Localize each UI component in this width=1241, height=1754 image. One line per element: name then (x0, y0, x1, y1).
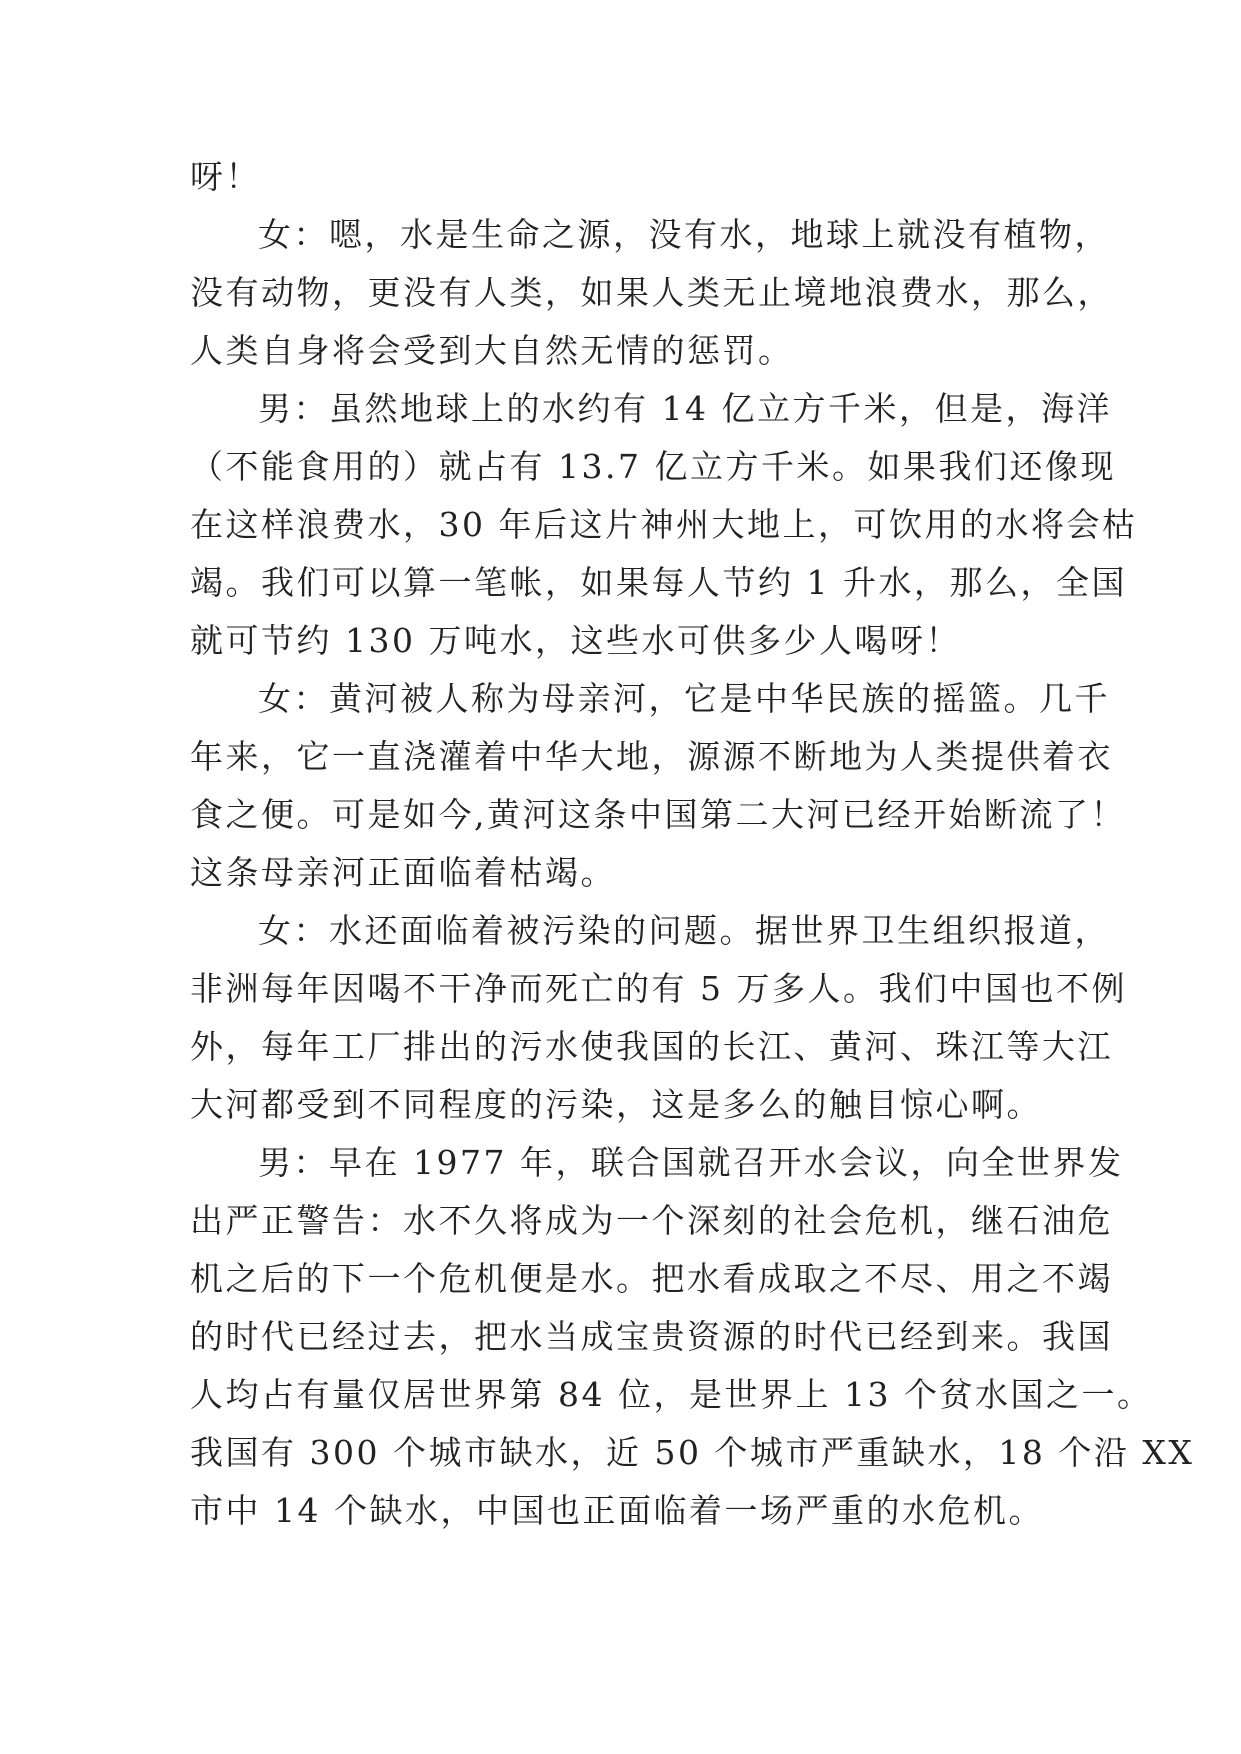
text-line: 非洲每年因喝不干净而死亡的有 5 万多人。我们中国也不例 (190, 969, 1127, 1008)
text-line: 食之便。可是如今,黄河这条中国第二大河已经开始断流了！ (190, 795, 1126, 834)
text-line: 就可节约 130 万吨水，这些水可供多少人喝呀！ (190, 621, 961, 660)
paragraph-start-line: 男：早在 1977 年，联合国就召开水会议，向全世界发 (258, 1143, 1124, 1182)
text-line: 人类自身将会受到大自然无情的惩罚。 (190, 331, 794, 370)
text-line: 大河都受到不同程度的污染，这是多么的触目惊心啊。 (190, 1085, 1042, 1124)
text-line: 外，每年工厂排出的污水使我国的长江、黄河、珠江等大江 (190, 1027, 1113, 1066)
text-line: （不能食用的）就占有 13.7 亿立方千米。如果我们还像现 (190, 447, 1116, 486)
text-line: 这条母亲河正面临着枯竭。 (190, 853, 616, 892)
paragraph-start-line: 女：黄河被人称为母亲河，它是中华民族的摇篮。几千 (258, 679, 1110, 718)
paragraph-start-line: 女：嗯，水是生命之源，没有水，地球上就没有植物， (258, 215, 1110, 254)
body-text (190, 148, 1195, 1540)
text-line: 我国有 300 个城市缺水，近 50 个城市严重缺水，18 个沿 XX (190, 1433, 1195, 1472)
text-line: 市中 14 个缺水，中国也正面临着一场严重的水危机。 (190, 1491, 1044, 1530)
paragraph-start-line: 男：虽然地球上的水约有 14 亿立方千米，但是，海洋 (258, 389, 1112, 428)
paragraph-start-line: 女：水还面临着被污染的问题。据世界卫生组织报道， (258, 911, 1110, 950)
text-line: 出严正警告：水不久将成为一个深刻的社会危机，继石油危 (190, 1201, 1113, 1240)
text-line: 年来，它一直浇灌着中华大地，源源不断地为人类提供着衣 (190, 737, 1113, 776)
text-line: 人均占有量仅居世界第 84 位，是世界上 13 个贫水国之一。 (190, 1375, 1153, 1414)
text-line: 呀！ (190, 157, 261, 196)
text-line: 机之后的下一个危机便是水。把水看成取之不尽、用之不竭 (190, 1259, 1113, 1298)
text-line: 没有动物，更没有人类，如果人类无止境地浪费水，那么， (190, 273, 1113, 312)
text-line: 竭。我们可以算一笔帐，如果每人节约 1 升水，那么，全国 (190, 563, 1127, 602)
text-line: 的时代已经过去，把水当成宝贵资源的时代已经到来。我国 (190, 1317, 1113, 1356)
text-line: 在这样浪费水，30 年后这片神州大地上，可饮用的水将会枯 (190, 505, 1138, 544)
